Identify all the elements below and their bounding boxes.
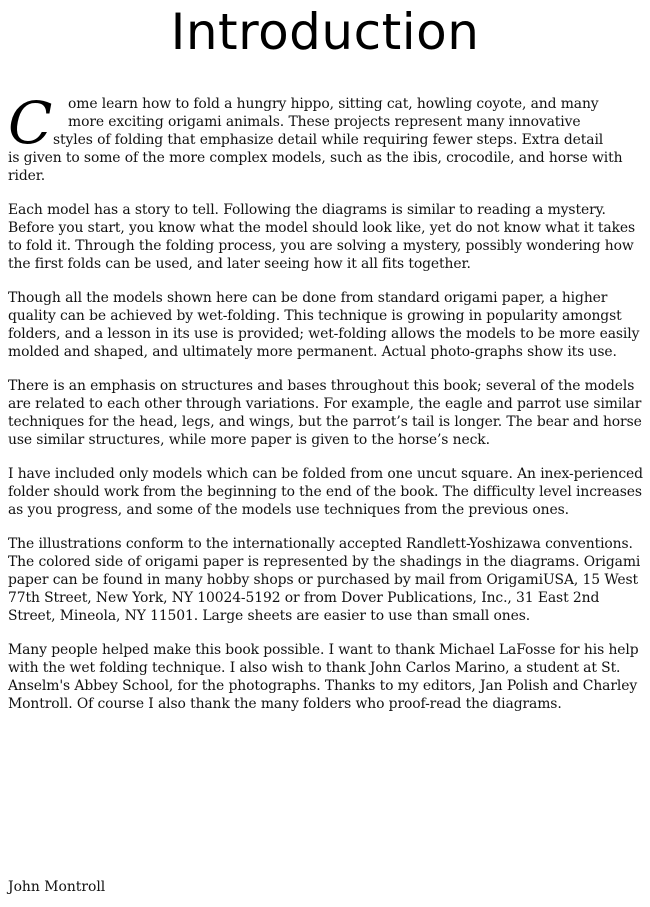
intro-rest: is given to some of the more complex models, such as the ibis, crocodile, and horse with rider. [8, 150, 623, 184]
intro-line-3: styles of folding that emphasize detail while requiring fewer steps. Extra detail [53, 132, 604, 148]
drop-cap: C [8, 89, 53, 157]
page-title: Introduction [170, 3, 480, 61]
paragraph-wet-folding: Though all the models shown here can be done from standard origami paper, a higher quality can be achieved by wet-folding. This technique is growing in popularity amongst folders, and a lesson in its use is provided; wet-folding allows the models to be more easily molded and shaped, and ultimately more permanent. Actual photo-graphs show its use. [8, 290, 640, 360]
intro-line-2: more exciting origami animals. These projects represent many innovative [68, 114, 581, 130]
paragraph-story: Each model has a story to tell. Following the diagrams is similar to reading a mystery. Before you start, you know what the model should look like, yet do not know what it takes to fold it. Through the folding process, you are solving a mystery, possibly wondering how the first folds can be used, and later seeing how it all fits together. [8, 202, 636, 272]
introduction-body [8, 89, 650, 729]
intro-paragraph [8, 89, 650, 185]
intro-line-1: ome learn how to fold a hungry hippo, sitting cat, howling coyote, and many [68, 96, 599, 112]
paragraph-conventions: The illustrations conform to the internationally accepted Randlett-Yoshizawa conventions. The colored side of origami paper is represented by the shadings in the diagrams. Origami paper can be found in many hobby shops or purchased by mail from OrigamiUSA, 15 West 77th Street, New York, NY 10024-5192 or from Dover Publications, Inc., 31 East 2nd Street, Mineola, NY 11501. Large sheets are easier to use than small ones. [8, 536, 641, 624]
paragraph-acknowledgments: Many people helped make this book possible. I want to thank Michael LaFosse for his help with the wet folding technique. I also wish to thank John Carlos Marino, a student at St. Anselm's Abbey School, for the photographs. Thanks to my editors, Jan Polish and Charley Montroll. Of course I also thank the many folders who proof-read the diagrams. [8, 642, 639, 712]
author-signature: John Montroll [8, 879, 106, 895]
paragraph-uncut-square: I have included only models which can be folded from one uncut square. An inex-perienced folder should work from the beginning to the end of the book. The difficulty level increases as you progress, and some of the models use techniques from the previous ones. [8, 466, 643, 518]
paragraph-structures: There is an emphasis on structures and bases throughout this book; several of the models are related to each other through variations. For example, the eagle and parrot use similar techniques for the head, legs, and wings, but the parrot’s tail is longer. The bear and horse use similar structures, while more paper is given to the horse’s neck. [8, 378, 642, 448]
